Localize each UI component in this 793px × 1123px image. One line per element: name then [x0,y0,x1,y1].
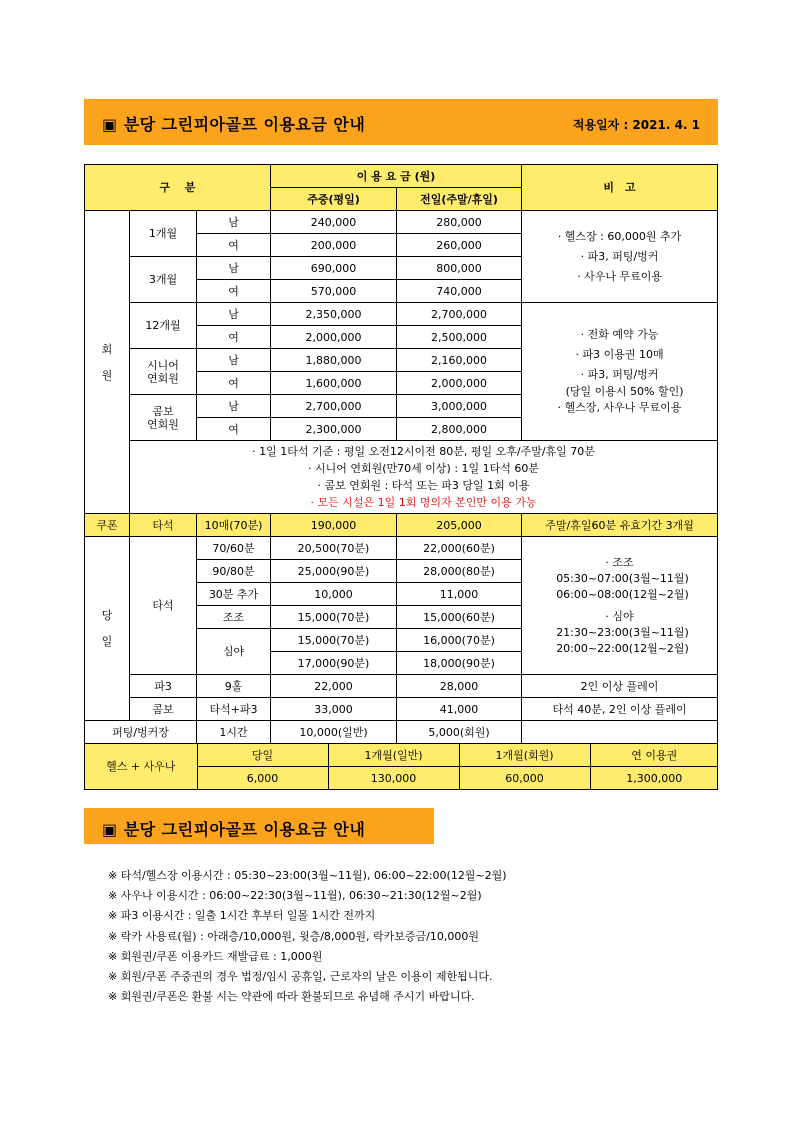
putting-label: 퍼팅/벙커장 [85,721,197,744]
usage-note: ※ 회원권/쿠폰은 환불 시는 약관에 따라 환불되므로 유념해 주시기 바랍니다. [108,990,475,1004]
price-cell: 1,880,000 [271,349,397,372]
usage-note: ※ 락카 사용료(월) : 아래층/10,000원, 윗층/8,000원, 락카보증금/10,000원 [108,929,479,943]
price-cell: 2,300,000 [271,418,397,441]
gender-cell: 남 [197,257,271,280]
usage-note: ※ 타석/헬스장 이용시간 : 05:30~23:00(3월~11월), 06:00~22:00(12월~2월) [108,869,507,882]
gender-cell: 여 [197,234,271,257]
note-line: · 파3, 퍼팅/벙커 [580,368,659,381]
price-cell: 2,700,000 [397,303,522,326]
price-cell: 60,000 [459,767,590,790]
note-line: 21:30~23:00(3월~11월) [556,625,689,639]
price-cell: 10,000(일반) [271,721,397,744]
gender-cell: 여 [197,326,271,349]
price-cell: 1,600,000 [271,372,397,395]
note-line: · 전화 예약 가능 [580,328,659,341]
note-line: (당일 이용시 50% 할인) [565,385,684,398]
usage-note: ※ 사우나 이용시간 : 06:00~22:30(3월~11월), 06:30~21:30(12월~2월) [108,889,482,903]
price-cell: 41,000 [397,698,522,721]
note-b [522,303,718,441]
fee-table [84,164,718,790]
note-line: · 사우나 무료이용 [577,269,662,283]
price-cell: 20,500(70분) [271,537,397,560]
price-cell: 25,000(90분) [271,560,397,583]
price-cell: 3,000,000 [397,395,522,418]
member-notes [130,441,718,514]
membership-senior: 시니어 연회원 [130,349,197,395]
price-cell: 6,000 [197,767,328,790]
price-cell: 1,300,000 [590,767,718,790]
note-line: · 파3 이용권 10매 [575,348,664,361]
usage-notes [108,866,507,1007]
member-note-warning: · 모든 시설은 1일 1회 명의자 본인만 이용 가능 [310,496,537,509]
health-head: 1개월(회원) [459,744,590,767]
price-cell: 260,000 [397,234,522,257]
note-line: 05:30~07:00(3월~11월) [556,571,689,585]
note-line: · 조조 [605,555,634,569]
daily-section-label: 당 일 [85,537,130,721]
price-cell: 11,000 [397,583,522,606]
price-cell: 16,000(70분) [397,629,522,652]
price-cell: 15,000(70분) [271,629,397,652]
price-cell: 22,000(60분) [397,537,522,560]
price-cell: 15,000(60분) [397,606,522,629]
note-line: 06:00~08:00(12월~2월) [556,587,689,601]
time-cell: 70/60분 [197,537,271,560]
header-banner [84,99,718,145]
price-cell: 2,160,000 [397,349,522,372]
price-cell: 33,000 [271,698,397,721]
membership-1m: 1개월 [130,211,197,257]
time-cell: 30분 추가 [197,583,271,606]
price-cell: 5,000(회원) [397,721,522,744]
price-cell: 10,000 [271,583,397,606]
header-note: 비 고 [522,165,718,211]
price-cell: 240,000 [271,211,397,234]
note-a [522,211,718,303]
gender-cell: 여 [197,372,271,395]
combo-note: 타석 40분, 2인 이상 플레이 [522,698,718,721]
price-cell: 740,000 [397,280,522,303]
page-title: ▣ 분당 그린피아골프 이용요금 안내 [102,115,366,134]
note-line: · 파3, 퍼팅/벙커 [580,249,659,263]
usage-note: ※ 회원/쿠폰 주중권의 경우 법정/임시 공휴일, 근로자의 날은 이용이 제한됩니다. [108,969,493,983]
header-category: 구 분 [85,165,271,211]
empty-cell [522,721,718,744]
membership-combo: 콤보 연회원 [130,395,197,441]
time-cell: 조조 [197,606,271,629]
price-cell: 190,000 [271,514,397,537]
price-cell: 2,000,000 [397,372,522,395]
putting-duration: 1시간 [197,721,271,744]
health-head: 당일 [197,744,328,767]
price-cell: 2,500,000 [397,326,522,349]
price-cell: 2,700,000 [271,395,397,418]
health-head: 1개월(일반) [328,744,459,767]
par3-label: 파3 [130,675,197,698]
price-cell: 690,000 [271,257,397,280]
price-cell: 130,000 [328,767,459,790]
member-note-line: · 시니어 연회원(만70세 이상) : 1일 1타석 60분 [308,462,540,475]
par3-note: 2인 이상 플레이 [522,675,718,698]
price-cell: 200,000 [271,234,397,257]
gender-cell: 남 [197,303,271,326]
gender-cell: 남 [197,395,271,418]
header-weekend: 전일(주말/휴일) [397,188,522,211]
note-line: 20:00~22:00(12월~2월) [556,641,689,655]
note-line: · 헬스장, 사우나 무료이용 [557,401,682,414]
member-note-line: · 1일 1타석 기준 : 평일 오전12시이전 80분, 평일 오후/주말/휴일 70분 [252,445,595,458]
gender-cell: 남 [197,211,271,234]
price-cell: 28,000(80분) [397,560,522,583]
health-head: 연 이용권 [590,744,718,767]
combo-label: 콤보 [130,698,197,721]
usage-note: ※ 파3 이용시간 : 일출 1시간 후부터 일몰 1시간 전까지 [108,909,376,923]
header-weekday: 주중(평일) [271,188,397,211]
section-title: ▣ 분당 그린피아골프 이용요금 안내 [102,820,366,839]
gender-cell: 여 [197,418,271,441]
header-fee: 이 용 요 금 (원) [271,165,522,188]
combo-type: 타석+파3 [197,698,271,721]
membership-12m: 12개월 [130,303,197,349]
price-cell: 15,000(70분) [271,606,397,629]
price-cell: 205,000 [397,514,522,537]
price-cell: 280,000 [397,211,522,234]
coupon-label: 쿠폰 [85,514,130,537]
daily-note [522,537,718,675]
par3-holes: 9홀 [197,675,271,698]
usage-note: ※ 회원권/쿠폰 이용카드 재발급료 : 1,000원 [108,949,323,963]
price-cell: 2,350,000 [271,303,397,326]
section-banner [84,808,434,844]
time-cell: 90/80분 [197,560,271,583]
simya-label: 심야 [197,629,271,675]
note-line: · 심야 [605,609,634,623]
price-cell: 2,000,000 [271,326,397,349]
health-sauna-table [85,744,718,789]
note-line: · 헬스장 : 60,000원 추가 [557,229,682,243]
gender-cell: 여 [197,280,271,303]
tasuk-label: 타석 [130,537,197,675]
effective-date: 적용일자 : 2021. 4. 1 [572,118,700,132]
member-section-label: 회 원 [85,211,130,514]
price-cell: 800,000 [397,257,522,280]
membership-3m: 3개월 [130,257,197,303]
price-cell: 22,000 [271,675,397,698]
price-cell: 28,000 [397,675,522,698]
gender-cell: 남 [197,349,271,372]
price-cell: 570,000 [271,280,397,303]
price-cell: 17,000(90분) [271,652,397,675]
coupon-type: 타석 [130,514,197,537]
coupon-note: 주말/휴일60분 유효기간 3개월 [522,514,718,537]
health-label: 헬스 + 사우나 [85,744,197,789]
member-note-line: · 콤보 연회원 : 타석 또는 파3 당일 1회 이용 [317,479,530,492]
price-cell: 18,000(90분) [397,652,522,675]
health-sauna-row [85,744,718,790]
price-cell: 2,800,000 [397,418,522,441]
coupon-count: 10매(70분) [197,514,271,537]
